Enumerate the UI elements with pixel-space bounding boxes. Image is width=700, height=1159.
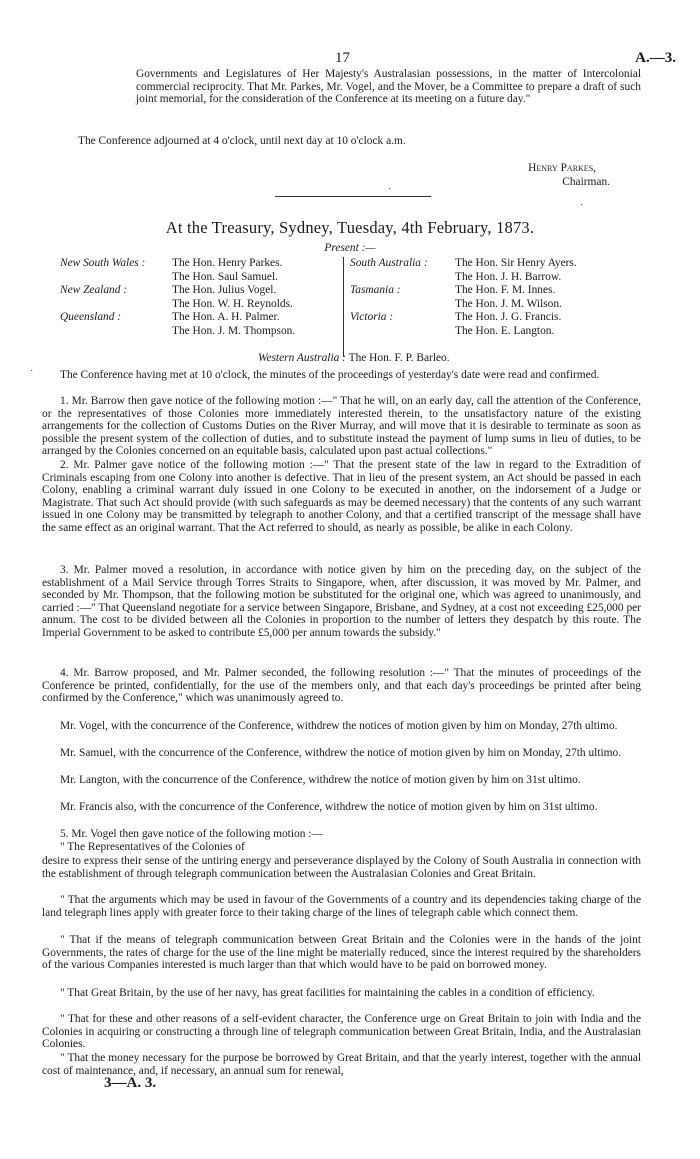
colony-label: South Australia :: [350, 257, 428, 269]
member-name: The Hon. J. M. Wilson.: [455, 297, 562, 310]
body-paragraph: " The Representatives of the Colonies of: [60, 841, 245, 853]
left-colony-column: [60, 257, 145, 325]
body-paragraph: 5. Mr. Vogel then gave notice of the following motion :—: [60, 828, 323, 840]
body-paragraph: 2. Mr. Palmer gave notice of the following motion :—" That the present state of the law in regard to the Extradition of Criminals escaping from one Colony into another is defective. That in lieu of the present system, an Act should be passed in each Colony, enabling a criminal warrant duly issued in one Colony to be executed in another, on the indorsement of a Judge or Magistrate. That such Act should provide (with such safeguards as may be deemed necessary) that the contents of any such warrant issued in one Colony may be transmitted by telegraph to another Colony, and that a certified transcript of the message shall have the same effect as an original warrant. That the Act referred to should, as nearly as possible, be alike in each Colony.: [42, 459, 641, 534]
signatory-role: Chairman.: [562, 176, 610, 188]
left-member-column: [172, 257, 295, 339]
body-paragraph: " That the money necessary for the purpose be borrowed by Great Britain, and that the yearly interest, together with the annual cost of maintenance, and, if necessary, an annual sum for renewal,: [42, 1052, 641, 1077]
right-member-column: [455, 257, 577, 339]
body-paragraph: Mr. Vogel, with the concurrence of the Conference, withdrew the notices of motion given by him on Monday, 27th ultimo.: [60, 720, 618, 732]
member-name: The Hon. J. M. Thompson.: [172, 324, 296, 337]
colony-label: New Zealand :: [60, 284, 128, 297]
colony-label: Queensland :: [60, 311, 122, 324]
meeting-title: At the Treasury, Sydney, Tuesday, 4th February, 1873.: [165, 218, 535, 237]
member-name: The Hon. A. H. Palmer.: [172, 311, 280, 324]
right-colony-column: [350, 257, 428, 325]
present-label: Present :—: [324, 242, 376, 254]
stray-mark: ·: [388, 184, 392, 195]
colony-label: New South Wales :: [60, 257, 146, 269]
top-paragraph: Governments and Legislatures of Her Majesty's Australasian possessions, in the matter of Intercolonial commercial reciprocity. That Mr. Parkes, Mr. Vogel, and the Mover, be a Committee to prepare a draft of such joint memorial, for the consideration of the Conference at its meeting on a future day.": [136, 68, 641, 106]
western-australia-line: [258, 352, 450, 364]
body-paragraph: Mr. Langton, with the concurrence of the Conference, withdrew the notice of motion given by him on 31st ultimo.: [60, 774, 581, 786]
member-name: The Hon. F. P. Barleo.: [348, 352, 450, 364]
body-paragraph: desire to express their sense of the untiring energy and perseverance displayed by the Colony of South Australia in connection with the establishment of through telegraph communication between the Australasian Colonies and Great Britain.: [42, 855, 641, 880]
colony-label: Tasmania :: [350, 284, 401, 297]
colony-label: Western Australia :: [258, 352, 346, 364]
page-number: 17: [335, 50, 350, 66]
body-paragraph: " That if the means of telegraph communication between Great Britain and the Colonies were in the hands of the joint Governments, the rates of charge for the use of the line might be materially reduced, since the interest required by the shareholders of the various Companies interested is much larger than that which would have to be paid on borrowed money.: [42, 934, 641, 972]
body-paragraph: 1. Mr. Barrow then gave notice of the following motion :—" That he will, on an early day, call the attention of the Conference, or the representatives of those Colonies more immediately interested therein, to the unsatisfactory nature of the existing arrangements for the collection of Customs Duties on the River Murray, and will move that it is desirable to terminate as soon as possible the present system of the collection of duties, and to substitute instead the payment of lump sums in lieu of duties, to be arranged by the Colonies concerned on an equitable basis, calculated upon past actual collections.": [42, 395, 641, 458]
body-paragraph: Mr. Samuel, with the concurrence of the Conference, withdrew the notice of motion given by him on Monday, 27th ultimo.: [60, 747, 622, 759]
printer-signature: 3—A. 3.: [104, 1075, 157, 1091]
stray-mark: ·: [580, 200, 584, 211]
body-paragraph: Mr. Francis also, with the concurrence of the Conference, withdrew the notice of motion given by him on 31st ultimo.: [60, 801, 598, 813]
column-separator: [343, 257, 344, 357]
document-reference: A.—3.: [635, 50, 676, 66]
body-paragraph: " That the arguments which may be used in favour of the Governments of a country and its dependencies taking charge of the land telegraph lines apply with greater force to their taking charge of the lines of telegraph cable which connect them.: [42, 894, 641, 919]
signatory-name: Henry Parkes,: [528, 162, 596, 174]
member-name: The Hon. J. H. Barrow.: [455, 270, 562, 283]
body-paragraph: " That for these and other reasons of a self-evident character, the Conference urge on Great Britain to join with India and the Colonies in acquiring or constructing a through line of telegraph communication between Great Britain, India, and the Australasian Colonies.: [42, 1013, 641, 1051]
body-paragraph: 3. Mr. Palmer moved a resolution, in accordance with notice given by him on the preceding day, on the subject of the establishment of a Mail Service through Torres Straits to Singapore, when, after discussion, it was moved by Mr. Palmer, and seconded by Mr. Thompson, that the following motion be substituted for the original one, which was agreed to unanimously, and carried :—" That Queensland negotiate for a service between Singapore, Brisbane, and Sydney, at a cost not exceeding £25,000 per annum. The cost to be divided between all the Colonies in proportion to the number of letters they despatch by this route. The Imperial Government to be asked to contribute £5,000 per annum towards the subsidy.": [42, 564, 641, 639]
member-name: The Hon. J. G. Francis.: [455, 311, 562, 324]
section-divider: [275, 196, 431, 197]
member-name: The Hon. Saul Samuel.: [172, 270, 278, 283]
body-paragraph: 4. Mr. Barrow proposed, and Mr. Palmer seconded, the following resolution :—" That the minutes of proceedings of the Conference be printed, confidentially, for the use of the members only, and that each day's proceedings be printed after being confirmed by the Conference," which was unanimously agreed to.: [42, 667, 641, 705]
body-paragraph: The Conference having met at 10 o'clock, the minutes of the proceedings of yesterday's date were read and confirmed.: [60, 369, 600, 381]
member-name: The Hon. E. Langton.: [455, 324, 555, 337]
adjourned-line: The Conference adjourned at 4 o'clock, until next day at 10 o'clock a.m.: [78, 135, 406, 147]
member-name: The Hon. W. H. Reynolds.: [172, 297, 293, 310]
stray-mark: ·: [30, 366, 34, 377]
colony-label: Victoria :: [350, 311, 394, 324]
member-name: The Hon. F. M. Innes.: [455, 284, 556, 297]
member-name: The Hon. Sir Henry Ayers.: [455, 257, 577, 269]
member-name: The Hon. Henry Parkes.: [172, 257, 283, 269]
member-name: The Hon. Julius Vogel.: [172, 284, 277, 297]
body-paragraph: " That Great Britain, by the use of her navy, has great facilities for maintaining the cables in a condition of efficiency.: [60, 987, 595, 999]
